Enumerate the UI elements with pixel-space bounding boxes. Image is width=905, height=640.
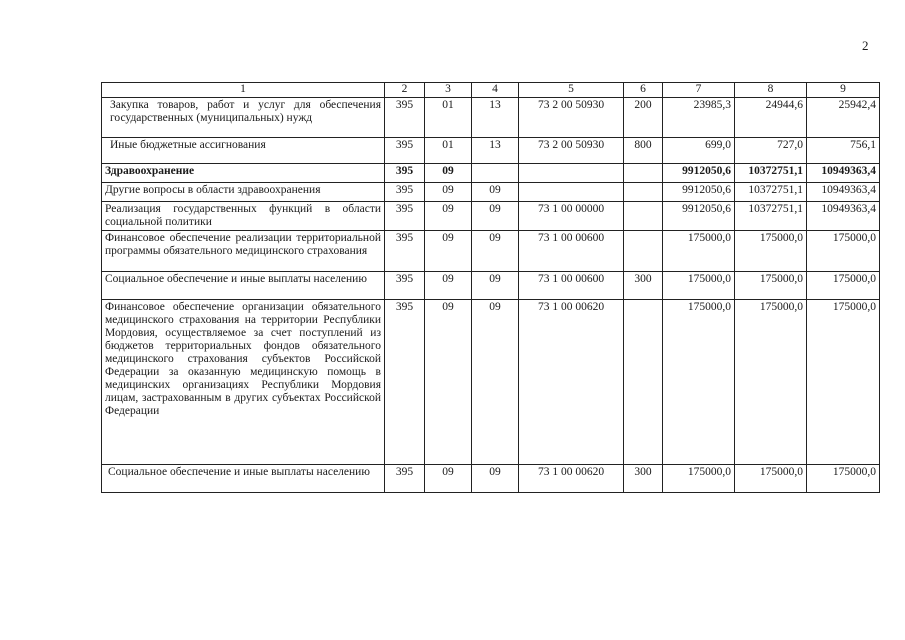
row-sum-2: 175000,0 bbox=[735, 272, 807, 300]
row-csr bbox=[519, 183, 624, 202]
table-row bbox=[102, 272, 880, 300]
row-podrazdel: 09 bbox=[472, 231, 519, 272]
row-vedomstvo: 395 bbox=[385, 183, 425, 202]
row-podrazdel: 09 bbox=[472, 465, 519, 493]
row-podrazdel: 09 bbox=[472, 300, 519, 465]
table-row bbox=[102, 202, 880, 231]
row-name: Финансовое обеспечение реализации территориальной программы обязательного медицинского страхования bbox=[102, 231, 385, 272]
row-razdel: 09 bbox=[425, 183, 472, 202]
table-row bbox=[102, 164, 880, 183]
row-vedomstvo: 395 bbox=[385, 164, 425, 183]
row-sum-1: 175000,0 bbox=[663, 300, 735, 465]
row-razdel: 09 bbox=[425, 202, 472, 231]
header-cell: 7 bbox=[663, 83, 735, 98]
header-cell: 3 bbox=[425, 83, 472, 98]
row-sum-1: 699,0 bbox=[663, 138, 735, 164]
row-sum-3: 175000,0 bbox=[807, 465, 880, 493]
page-number: 2 bbox=[862, 38, 869, 53]
row-vr bbox=[624, 202, 663, 231]
row-sum-2: 10372751,1 bbox=[735, 164, 807, 183]
row-sum-2: 10372751,1 bbox=[735, 183, 807, 202]
header-cell: 5 bbox=[519, 83, 624, 98]
row-vr: 800 bbox=[624, 138, 663, 164]
row-name: Иные бюджетные ассигнования bbox=[102, 138, 385, 164]
row-csr: 73 2 00 50930 bbox=[519, 138, 624, 164]
budget-table bbox=[101, 82, 880, 493]
row-sum-3: 175000,0 bbox=[807, 231, 880, 272]
header-row bbox=[102, 83, 880, 98]
row-razdel: 09 bbox=[425, 164, 472, 183]
row-csr: 73 2 00 50930 bbox=[519, 98, 624, 138]
row-sum-1: 175000,0 bbox=[663, 272, 735, 300]
row-csr: 73 1 00 00600 bbox=[519, 272, 624, 300]
row-vedomstvo: 395 bbox=[385, 272, 425, 300]
header-cell: 2 bbox=[385, 83, 425, 98]
row-sum-3: 25942,4 bbox=[807, 98, 880, 138]
row-sum-2: 175000,0 bbox=[735, 231, 807, 272]
row-csr: 73 1 00 00620 bbox=[519, 465, 624, 493]
row-vr: 300 bbox=[624, 465, 663, 493]
row-sum-2: 175000,0 bbox=[735, 465, 807, 493]
row-vr bbox=[624, 300, 663, 465]
row-vedomstvo: 395 bbox=[385, 98, 425, 138]
row-podrazdel: 13 bbox=[472, 98, 519, 138]
row-csr: 73 1 00 00000 bbox=[519, 202, 624, 231]
row-sum-3: 10949363,4 bbox=[807, 183, 880, 202]
row-name: Социальное обеспечение и иные выплаты населению bbox=[102, 272, 385, 300]
row-csr: 73 1 00 00600 bbox=[519, 231, 624, 272]
row-sum-2: 727,0 bbox=[735, 138, 807, 164]
row-sum-1: 9912050,6 bbox=[663, 202, 735, 231]
row-sum-1: 175000,0 bbox=[663, 465, 735, 493]
row-csr: 73 1 00 00620 bbox=[519, 300, 624, 465]
header-cell: 4 bbox=[472, 83, 519, 98]
row-vedomstvo: 395 bbox=[385, 202, 425, 231]
row-sum-3: 175000,0 bbox=[807, 272, 880, 300]
row-sum-3: 175000,0 bbox=[807, 300, 880, 465]
row-sum-3: 756,1 bbox=[807, 138, 880, 164]
row-name: Социальное обеспечение и иные выплаты населению bbox=[102, 465, 385, 493]
row-sum-2: 10372751,1 bbox=[735, 202, 807, 231]
table-row bbox=[102, 98, 880, 138]
table-row bbox=[102, 465, 880, 493]
row-podrazdel: 09 bbox=[472, 272, 519, 300]
row-sum-2: 175000,0 bbox=[735, 300, 807, 465]
table-row bbox=[102, 231, 880, 272]
row-sum-1: 9912050,6 bbox=[663, 164, 735, 183]
row-sum-3: 10949363,4 bbox=[807, 202, 880, 231]
header-cell: 6 bbox=[624, 83, 663, 98]
row-vr bbox=[624, 231, 663, 272]
table-row bbox=[102, 138, 880, 164]
row-name: Закупка товаров, работ и услуг для обеспечения государственных (муниципальных) нужд bbox=[102, 98, 385, 138]
row-name: Другие вопросы в области здравоохранения bbox=[102, 183, 385, 202]
header-cell: 1 bbox=[102, 83, 385, 98]
row-sum-1: 175000,0 bbox=[663, 231, 735, 272]
row-vr: 300 bbox=[624, 272, 663, 300]
row-podrazdel bbox=[472, 164, 519, 183]
row-sum-1: 23985,3 bbox=[663, 98, 735, 138]
row-vr bbox=[624, 164, 663, 183]
header-cell: 8 bbox=[735, 83, 807, 98]
row-razdel: 01 bbox=[425, 138, 472, 164]
table-row bbox=[102, 300, 880, 465]
row-vedomstvo: 395 bbox=[385, 300, 425, 465]
row-razdel: 09 bbox=[425, 465, 472, 493]
row-sum-1: 9912050,6 bbox=[663, 183, 735, 202]
row-vedomstvo: 395 bbox=[385, 138, 425, 164]
table-row bbox=[102, 183, 880, 202]
row-name: Реализация государственных функций в области социальной политики bbox=[102, 202, 385, 231]
row-vr: 200 bbox=[624, 98, 663, 138]
row-podrazdel: 09 bbox=[472, 183, 519, 202]
header-cell: 9 bbox=[807, 83, 880, 98]
row-sum-2: 24944,6 bbox=[735, 98, 807, 138]
row-vedomstvo: 395 bbox=[385, 231, 425, 272]
row-vr bbox=[624, 183, 663, 202]
row-razdel: 09 bbox=[425, 300, 472, 465]
row-vedomstvo: 395 bbox=[385, 465, 425, 493]
row-razdel: 09 bbox=[425, 231, 472, 272]
row-razdel: 01 bbox=[425, 98, 472, 138]
row-csr bbox=[519, 164, 624, 183]
row-razdel: 09 bbox=[425, 272, 472, 300]
row-name: Здравоохранение bbox=[102, 164, 385, 183]
row-name: Финансовое обеспечение организации обязательного медицинского страхования на территории Республики Мордовия, осуществляемое за счет поступлений из бюджетов территориальных фондов обязательного медицинского страхования субъектов Российской Федерации за оказанную медицинскую помощь в медицинских организациях Республики Мордовия лицам, застрахованным в других субъектах Российской Федерации bbox=[102, 300, 385, 465]
row-sum-3: 10949363,4 bbox=[807, 164, 880, 183]
row-podrazdel: 13 bbox=[472, 138, 519, 164]
row-podrazdel: 09 bbox=[472, 202, 519, 231]
